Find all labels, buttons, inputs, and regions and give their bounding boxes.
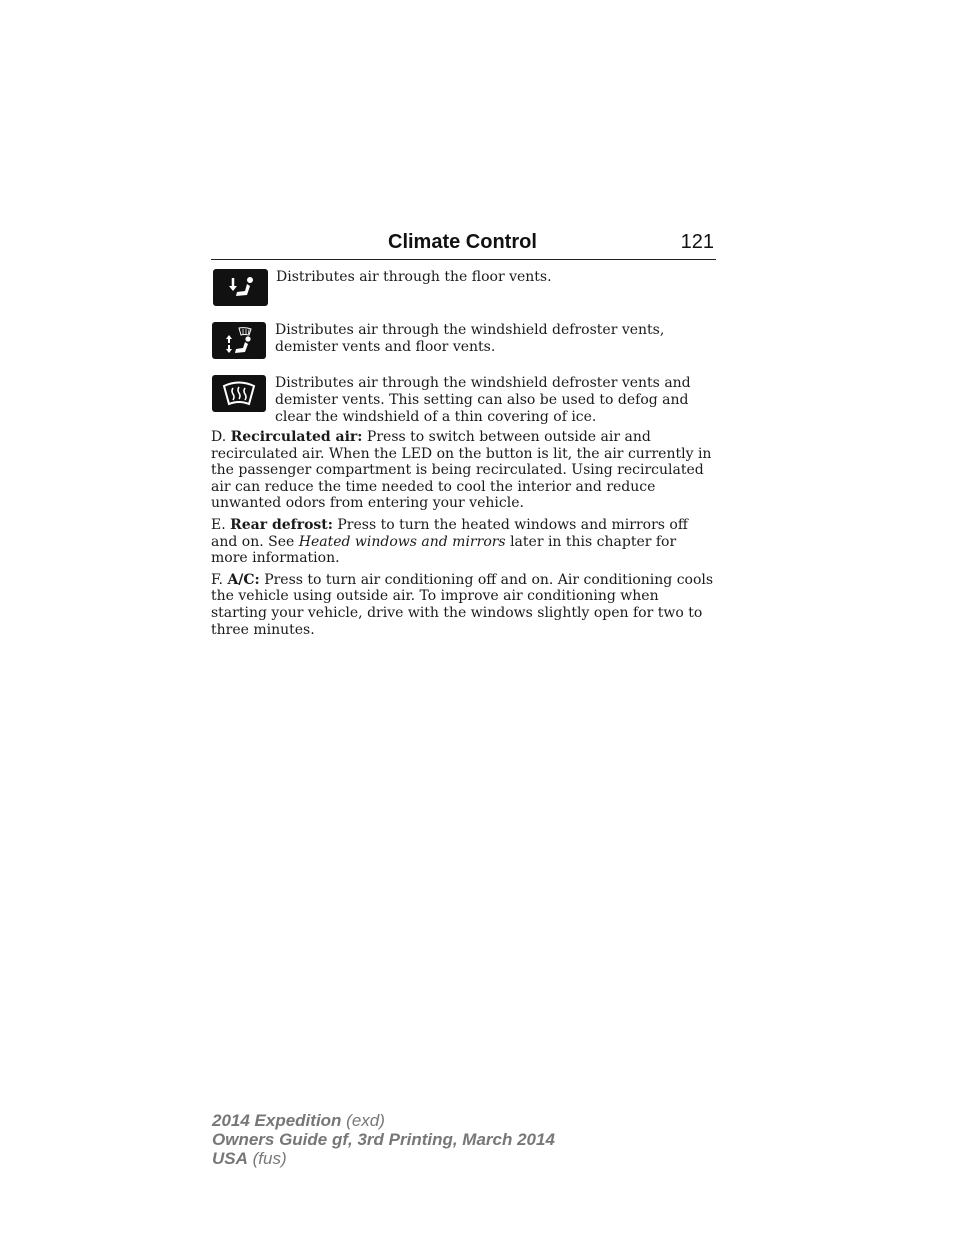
footer-region-code: (fus) xyxy=(252,1149,287,1168)
icon-item-text: Distributes air through the windshield defroster vents and demister vents. This setting can also be used to defog and clear the windshield of a thin covering of ice. xyxy=(275,375,691,425)
footer-model-code: (exd) xyxy=(346,1111,385,1130)
item-text: Press to switch between outside air and recirculated air. When the LED on the button is lit, the air currently in the passenger compartment is being recirculated. Using recirculated air can reduce the time needed to cool the interior and reduce unwanted odors from entering your vehicle. xyxy=(211,429,712,512)
footer-guide: Owners Guide gf, 3rd Printing, March 2014 xyxy=(212,1130,555,1149)
page-title: Climate Control xyxy=(388,231,537,253)
page-number: 121 xyxy=(680,231,714,253)
icon-item-defrost-floor xyxy=(212,322,716,362)
item-prefix: E. xyxy=(211,516,226,533)
page-footer xyxy=(212,1111,712,1168)
item-text: later in this chapter for more information. xyxy=(211,533,677,567)
footer-model: 2014 Expedition xyxy=(212,1111,342,1130)
cross-reference-link[interactable]: Heated windows and mirrors xyxy=(298,533,506,550)
icon-item-floor xyxy=(212,269,716,309)
page-header xyxy=(211,231,716,260)
footer-region-line xyxy=(212,1149,712,1168)
content-body xyxy=(211,429,716,643)
icon-item-text: Distributes air through the windshield defroster vents, demister vents and floor vents. xyxy=(275,322,665,355)
icon-item-text: Distributes air through the floor vents. xyxy=(276,269,552,285)
item-label: Rear defrost: xyxy=(230,516,333,533)
footer-guide-line xyxy=(212,1130,712,1149)
icon-item-windshield-defrost xyxy=(212,375,716,425)
item-prefix: F. xyxy=(211,571,223,588)
footer-region: USA xyxy=(212,1149,248,1168)
item-label: A/C: xyxy=(227,571,260,588)
item-e-paragraph xyxy=(211,517,716,567)
floor-vents-icon xyxy=(213,269,268,306)
item-f-paragraph xyxy=(211,572,716,638)
item-prefix: D. xyxy=(211,429,227,445)
item-text: Press to turn air conditioning off and on. Air conditioning cools the vehicle using outside air. To improve air conditioning when starting your vehicle, drive with the windows slightly open for two to three minutes. xyxy=(211,571,714,638)
item-text: Press to turn the heated windows and mirrors off and on. See xyxy=(211,516,688,550)
defrost-floor-icon xyxy=(212,322,266,359)
footer-model-line xyxy=(212,1111,712,1130)
item-d-paragraph xyxy=(211,429,716,512)
windshield-defrost-icon xyxy=(212,375,266,412)
item-label: Recirculated air: xyxy=(230,429,363,445)
